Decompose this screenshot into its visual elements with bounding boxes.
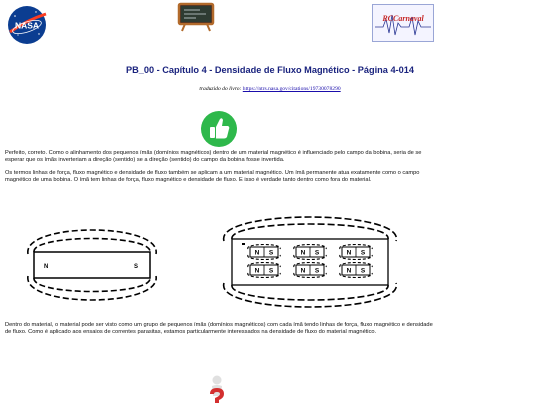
magnetic-domains-figure <box>206 213 414 309</box>
domain-magnet <box>294 245 327 260</box>
domain-magnet <box>340 245 373 260</box>
domain-south-label: S <box>314 267 320 275</box>
question-mark-figure-icon <box>206 374 228 405</box>
domain-magnet <box>340 263 373 278</box>
source-link[interactable]: https://ntrs.nasa.gov/citations/19730078290 <box>242 86 341 92</box>
domain-south-label: S <box>360 249 366 257</box>
domain-north-label: N <box>254 249 260 257</box>
domain-north-label: N <box>300 249 306 257</box>
page-title: PB_00 - Capítulo 4 - Densidade de Fluxo Magnético - Página 4-014 <box>126 65 414 75</box>
domain-north-label: N <box>346 267 352 275</box>
domain-magnet <box>248 245 281 260</box>
nasa-logo-text: NASA <box>14 20 40 31</box>
domain-magnet <box>294 263 327 278</box>
paragraph-3: Dentro do material, o material pode ser visto como um grupo de pequenos ímãs (domínios magnéticos) com cada ímã tendo linhas de força, fluxo magnético e densidade de fluxo. Como é aplicado aos ensaios de correntes parasitas, estamos particularmente interessados na densidade de fluxo do material magnético. <box>5 322 433 335</box>
paragraph-1: Perfeito, correto. Como o alinhamento dos pequenos ímãs (domínios magnéticos) dentro de um material magnético é influenciado pelo campo da bobina, seria de se esperar que os ímãs inverteriam a direção (sentido) se a direção (sentido) do campo da bobina fosse invertida. <box>5 150 422 163</box>
chalkboard-icon <box>176 2 216 32</box>
source-prefix: traduzido do livro: <box>199 86 242 92</box>
rc-carnaval-logo <box>372 4 434 42</box>
north-pole-label: N <box>44 264 49 270</box>
nasa-logo <box>6 4 48 46</box>
domain-north-label: N <box>346 249 352 257</box>
domain-north-label: N <box>254 267 260 275</box>
domain-south-label: S <box>360 267 366 275</box>
source-line <box>0 86 540 92</box>
domain-north-label: N <box>300 267 306 275</box>
thumbs-up-icon <box>200 110 238 148</box>
rc-logo-text: RCCarnaval <box>382 14 424 23</box>
domain-south-label: S <box>268 249 274 257</box>
domain-magnet <box>248 263 281 278</box>
domain-south-label: S <box>314 249 320 257</box>
south-pole-label: S <box>134 264 139 270</box>
paragraph-2: Os termos linhas de força, fluxo magnético e densidade de fluxo também se aplicam a um material magnético. Um ímã permanente atua exatamente como o campo magnético de uma bobina. O ímã tem linhas de força, fluxo magnético e densidade de fluxo. E isso é verdade tanto dentro como fora do material. <box>5 170 420 183</box>
domain-south-label: S <box>268 267 274 275</box>
bar-magnet-figure <box>22 222 162 308</box>
